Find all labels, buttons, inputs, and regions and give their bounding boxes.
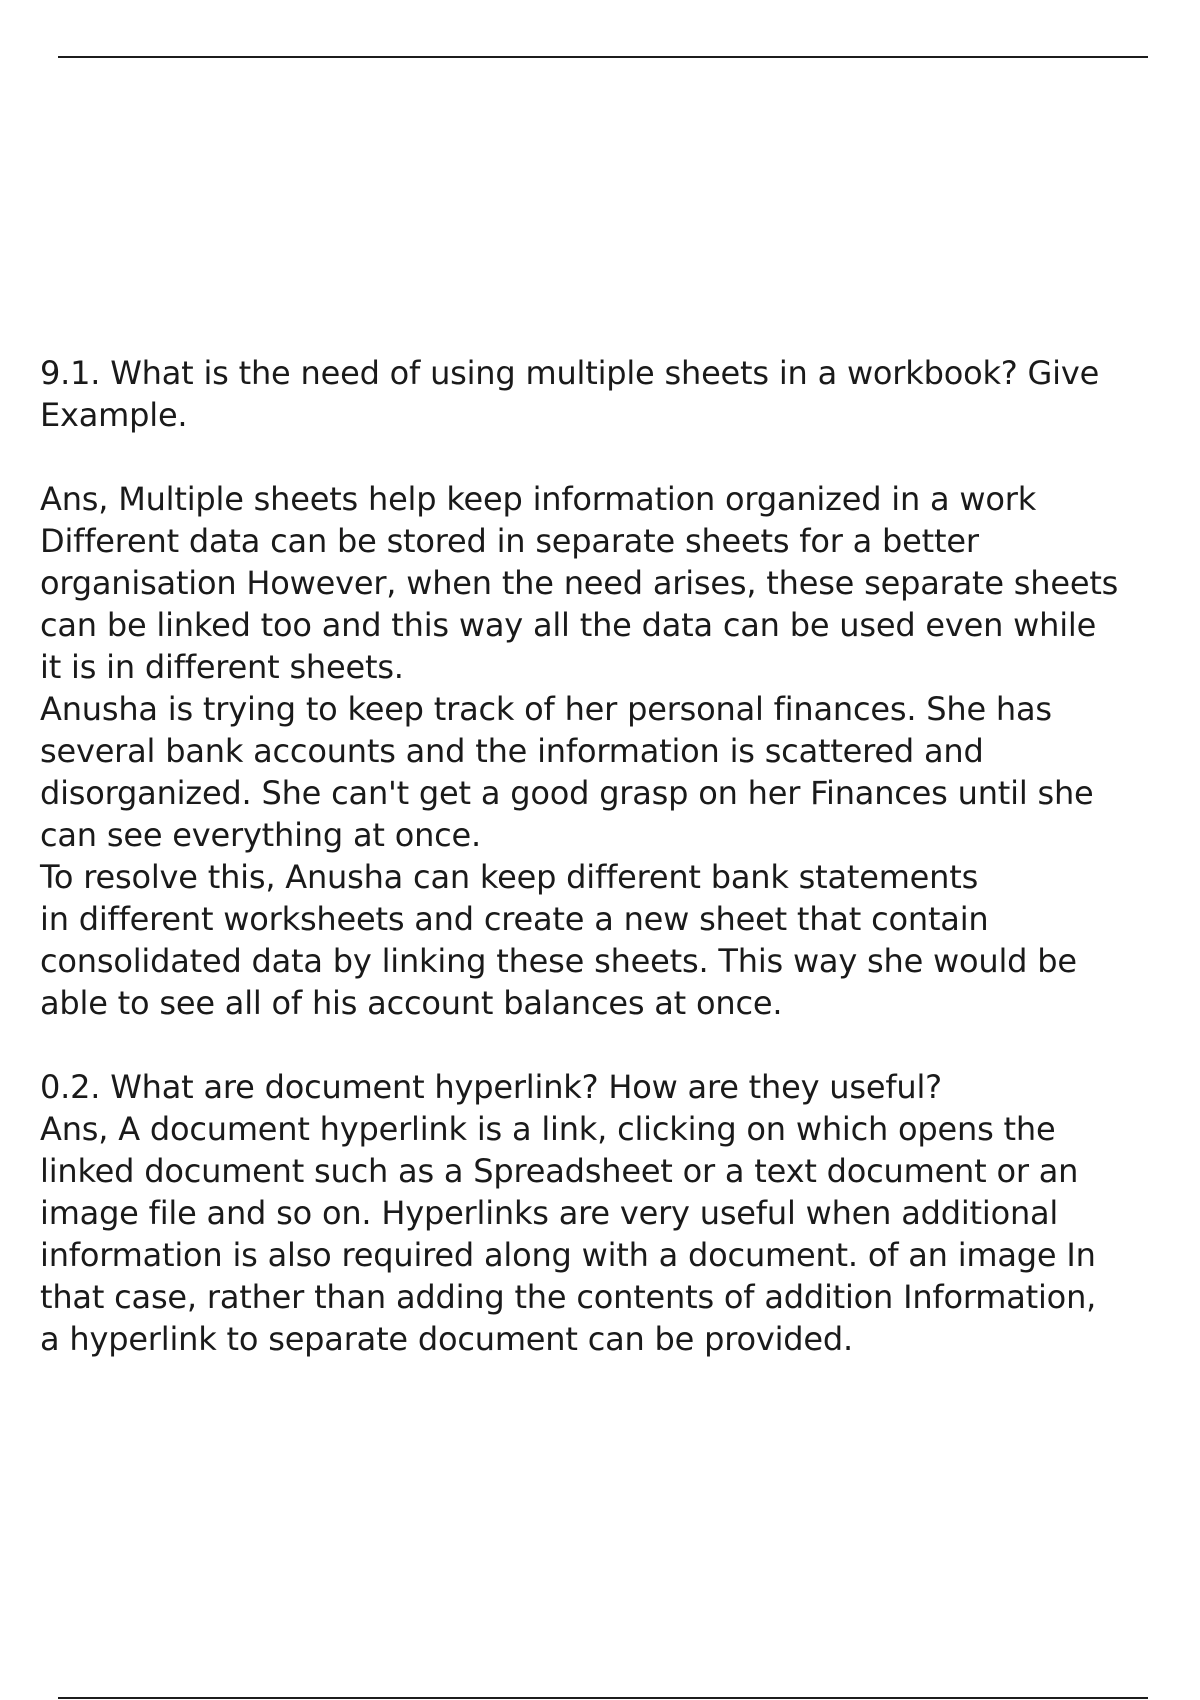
answer-2-line: a hyperlink to separate document can be provided. bbox=[40, 1320, 853, 1358]
answer-2-line: image file and so on. Hyperlinks are very useful when additional bbox=[40, 1194, 1059, 1232]
answer-1-line: can be linked too and this way all the data can be used even while bbox=[40, 606, 1097, 644]
answer-2-line: Ans, A document hyperlink is a link, clicking on which opens the bbox=[40, 1110, 1056, 1148]
answer-2 bbox=[40, 1108, 1170, 1360]
answer-1-line: To resolve this, Anusha can keep different bank statements bbox=[40, 858, 979, 896]
answer-1 bbox=[40, 478, 1170, 1024]
answer-1-line: Anusha is trying to keep track of her personal finances. She has bbox=[40, 690, 1052, 728]
answer-1-line: able to see all of his account balances at once. bbox=[40, 984, 783, 1022]
answer-1-line: several bank accounts and the information is scattered and bbox=[40, 732, 984, 770]
answer-2-line: that case, rather than adding the contents of addition Information, bbox=[40, 1278, 1097, 1316]
answer-1-line: Ans, Multiple sheets help keep information organized in a work bbox=[40, 480, 1037, 518]
top-rule bbox=[58, 56, 1148, 58]
answer-1-line: can see everything at once. bbox=[40, 816, 482, 854]
answer-1-line: Different data can be stored in separate sheets for a better bbox=[40, 522, 979, 560]
answer-1-line: it is in different sheets. bbox=[40, 648, 404, 686]
paragraph-gap bbox=[40, 436, 1170, 478]
question-1 bbox=[40, 352, 1170, 436]
paragraph-gap bbox=[40, 1024, 1170, 1066]
question-1-line: Example. bbox=[40, 396, 188, 434]
answer-2-line: information is also required along with a document. of an image In bbox=[40, 1236, 1096, 1274]
document-body bbox=[40, 352, 1170, 1360]
question-2 bbox=[40, 1066, 1170, 1108]
answer-1-line: organisation However, when the need arises, these separate sheets bbox=[40, 564, 1119, 602]
answer-2-line: linked document such as a Spreadsheet or a text document or an bbox=[40, 1152, 1079, 1190]
answer-1-line: in different worksheets and create a new sheet that contain bbox=[40, 900, 989, 938]
question-2-line: 0.2. What are document hyperlink? How are they useful? bbox=[40, 1068, 942, 1106]
answer-1-line: consolidated data by linking these sheets. This way she would be bbox=[40, 942, 1077, 980]
answer-1-line: disorganized. She can't get a good grasp on her Finances until she bbox=[40, 774, 1094, 812]
question-1-line: 9.1. What is the need of using multiple sheets in a workbook? Give bbox=[40, 354, 1100, 392]
bottom-rule bbox=[58, 1697, 1148, 1699]
